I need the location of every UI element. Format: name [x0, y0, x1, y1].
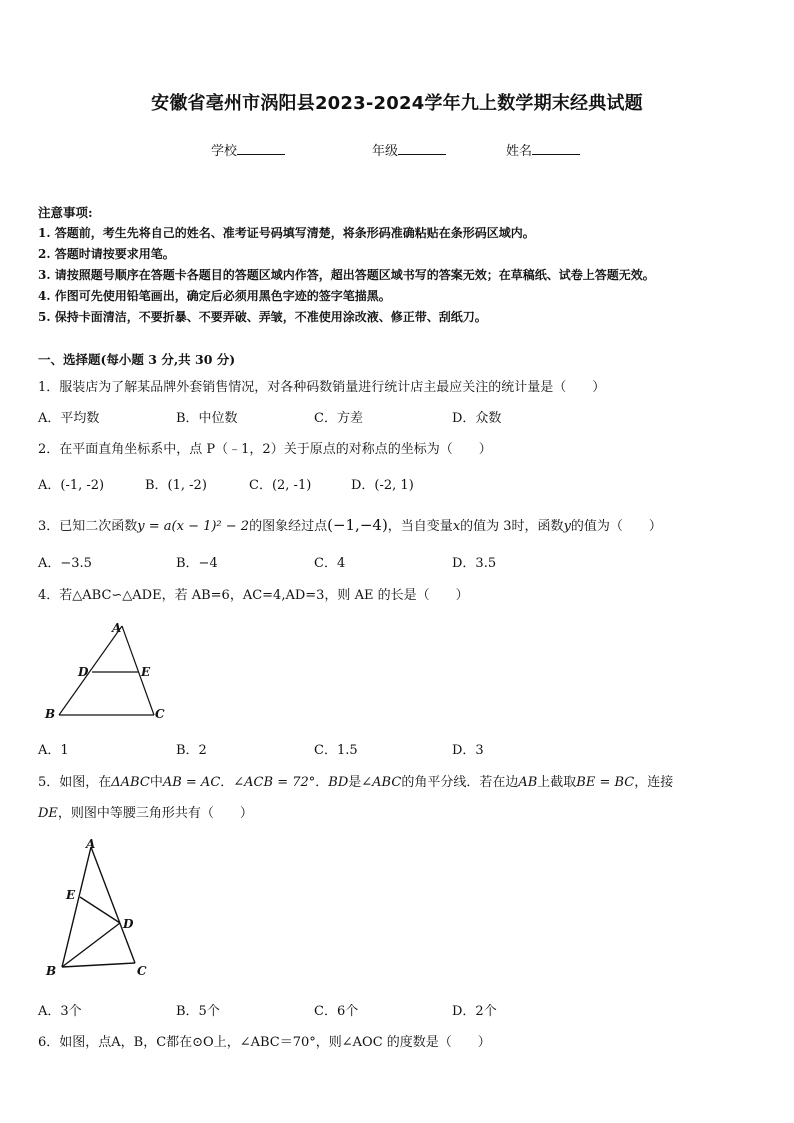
q1-option-a[interactable]: A．平均数 [38, 411, 100, 426]
q5-label-e: E [66, 888, 76, 902]
q2-stem: 2．在平面直角坐标系中，点 P（﹣1，2）关于原点的对称点的坐标为（ ） [38, 442, 492, 457]
q5-eq-ab-ac: AB = AC [162, 775, 221, 790]
note-5: 5. 保持卡面清洁，不要折暴、不要弄破、弄皱，不准使用涂改液、修正带、刮纸刀。 [38, 310, 487, 324]
q5-triangle: ΔABC [111, 775, 150, 790]
notes-heading: 注意事项: [38, 205, 93, 220]
q4-option-c[interactable]: C．1.5 [314, 743, 358, 758]
q3-var-x: x [452, 519, 461, 534]
q5-text-f: 上截取 [537, 775, 577, 790]
q4-label-b: B [45, 707, 56, 721]
q5-line2-text: ，则图中等腰三角形共有（ ） [57, 806, 253, 821]
grade-blank[interactable] [398, 142, 446, 155]
q2-option-a[interactable]: A．(-1, -2) [38, 478, 105, 493]
school-blank[interactable] [237, 142, 285, 155]
q5-option-d[interactable]: D．2个 [452, 1004, 497, 1019]
q4-label-c: C [155, 707, 165, 721]
q1-option-b[interactable]: B．中位数 [176, 411, 238, 426]
q1-stem: 1．服装店为了解某品牌外套销售情况，对各种码数销量进行统计店主最应关注的统计量是（ ） [38, 380, 606, 395]
q3-point: (−1,−4) [327, 516, 388, 534]
name-field[interactable] [506, 140, 580, 159]
q5-ab: AB [518, 775, 538, 790]
q4-option-a[interactable]: A．1 [38, 743, 69, 758]
q5-text-g: ，连接 [634, 775, 674, 790]
school-field[interactable] [211, 140, 285, 159]
q1-option-d[interactable]: D．众数 [452, 411, 502, 426]
grade-field[interactable] [372, 140, 446, 159]
q3-prefix: 3．已知二次函数 [38, 519, 138, 534]
q5-line1 [38, 771, 673, 790]
q2-option-d[interactable]: D．(-2, 1) [351, 478, 414, 493]
q5-side-ac [91, 847, 135, 963]
q5-eq-be-bc: BE = BC [576, 775, 635, 790]
q5-prefix: 5．如图，在 [38, 775, 112, 790]
q5-text-a: 中 [149, 775, 163, 790]
q5-label-b: B [46, 964, 57, 978]
q2-option-b[interactable]: B．(1, -2) [145, 478, 207, 493]
note-1: 1. 答题前，考生先将自己的姓名、准考证号码填写清楚，将条形码准确粘贴在条形码区域内。 [38, 226, 535, 240]
note-4: 4. 作图可先使用铅笔画出，确定后必须用黑色字迹的签字笔描黑。 [38, 289, 391, 303]
q6-stem: 6．如图，点A，B，C都在⊙O上，∠ABC＝70°，则∠AOC 的度数是（ ） [38, 1035, 491, 1050]
q4-option-b[interactable]: B．2 [176, 743, 207, 758]
q5-label-c: C [137, 964, 147, 978]
grade-label: 年级 [372, 144, 399, 159]
q5-segment-de [80, 897, 120, 923]
name-label: 姓名 [506, 144, 533, 159]
q4-label-a: A [112, 621, 122, 635]
q5-label-d: D [123, 917, 134, 931]
q4-option-d[interactable]: D．3 [452, 743, 484, 758]
q3-option-a[interactable]: A．−3.5 [38, 556, 92, 571]
q5-option-c[interactable]: C．6个 [314, 1004, 359, 1019]
q3-mid3: 的值为 3时，函数 [460, 519, 564, 534]
q3-mid2: ，当自变量 [387, 519, 453, 534]
q1-option-c[interactable]: C．方差 [314, 411, 363, 426]
q3-suffix: 的值为（ ） [570, 519, 662, 534]
note-2: 2. 答题时请按要求用笔。 [38, 247, 175, 261]
q5-de: DE [38, 806, 58, 821]
q4-side-ab [59, 626, 122, 715]
section-heading: 一、选择题(每小题 3 分,共 30 分) [38, 352, 236, 367]
q3-formula: y = a(x − 1)² − 2 [137, 519, 250, 534]
q5-label-a: A [86, 837, 96, 851]
school-label: 学校 [211, 144, 238, 159]
q4-label-d: D [78, 665, 89, 679]
q5-option-b[interactable]: B．5个 [176, 1004, 220, 1019]
q5-text-e: 的角平分线．若在边 [401, 775, 519, 790]
q5-side-bc [62, 963, 135, 967]
q4-label-e: E [141, 665, 151, 679]
q4-figure [42, 615, 172, 725]
q4-stem: 4．若△ABC∽△ADE，若 AB=6，AC=4,AD=3，则 AE 的长是（ ） [38, 588, 469, 603]
q3-var-y: y [563, 519, 571, 534]
page-title: 安徽省亳州市涡阳县2023-2024学年九上数学期末经典试题 [151, 93, 643, 114]
name-blank[interactable] [532, 142, 580, 155]
q5-text-c: ． [315, 775, 329, 790]
q5-figure [38, 835, 158, 990]
q3-option-d[interactable]: D．3.5 [452, 556, 497, 571]
q3-option-c[interactable]: C．4 [314, 556, 346, 571]
q5-text-b: ． [220, 775, 234, 790]
q3-stem [38, 515, 662, 534]
q5-text-d: 是 [348, 775, 362, 790]
q5-bd: BD [328, 775, 349, 790]
q3-option-b[interactable]: B．−4 [176, 556, 218, 571]
q5-option-a[interactable]: A．3个 [38, 1004, 82, 1019]
q5-angle-abc: ∠ABC [361, 775, 402, 790]
q3-mid: 的图象经过点 [249, 519, 328, 534]
q5-line2 [38, 802, 253, 821]
note-3: 3. 请按照题号顺序在答题卡各题目的答题区域内作答，超出答题区域书写的答案无效；在草稿纸、试卷上答题无效。 [38, 268, 655, 282]
q2-option-c[interactable]: C．(2, -1) [249, 478, 312, 493]
q5-angle-acb: ∠ACB = 72° [233, 775, 316, 790]
